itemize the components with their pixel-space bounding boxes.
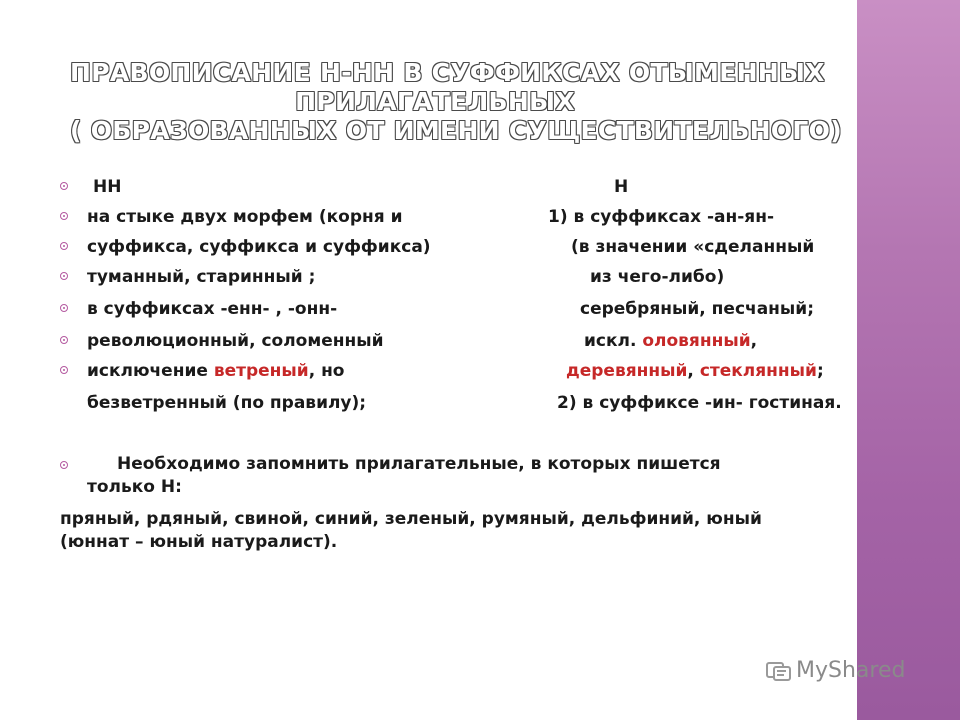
myshared-logo-icon xyxy=(766,660,792,682)
exception-word: ветреный xyxy=(213,361,309,381)
exception-suffix: , но xyxy=(308,361,345,381)
note-line-1: Необходимо запомнить прилагательные, в которых пишется xyxy=(117,454,721,474)
slide-title xyxy=(70,58,842,145)
right-row-1: 1) в суффиксах -ан-ян- xyxy=(548,207,775,227)
right-row-6 xyxy=(566,360,824,382)
left-row-1: на стыке двух морфем (корня и xyxy=(87,207,403,227)
decorative-side-band xyxy=(857,0,960,720)
separator: , xyxy=(687,361,700,381)
bullet-icon xyxy=(60,212,68,220)
right-row-2: (в значении «сделанный xyxy=(571,237,815,257)
right-row-3: из чего-либо) xyxy=(590,267,725,287)
right-row-7: 2) в суффиксе -ин- гостиная. xyxy=(557,393,842,413)
bullet-icon xyxy=(60,336,68,344)
title-line-3: ( ОБРАЗОВАННЫХ ОТ ИМЕНИ СУЩЕСТВИТЕЛЬНОГО) xyxy=(70,116,842,145)
right-row-5 xyxy=(584,330,757,352)
bullet-icon xyxy=(60,272,68,280)
note-line-2: только Н: xyxy=(87,477,182,497)
left-row-7: безветренный (по правилу); xyxy=(87,393,367,413)
exception-word: стеклянный xyxy=(699,361,817,381)
bullet-icon xyxy=(60,366,68,374)
left-row-6 xyxy=(87,360,345,382)
left-row-4: в суффиксах -енн- , -онн- xyxy=(87,299,338,319)
exception-word: деревянный xyxy=(566,361,688,381)
exception-label: исключение xyxy=(87,361,214,381)
title-line-2: ПРИЛАГАТЕЛЬНЫХ xyxy=(295,87,575,116)
left-row-5: революционный, соломенный xyxy=(87,331,384,351)
left-row-3: туманный, старинный ; xyxy=(87,267,316,287)
bullet-icon xyxy=(60,461,68,469)
bullet-icon xyxy=(60,182,68,190)
exception-word: оловянный xyxy=(642,331,751,351)
left-column-header: НН xyxy=(93,177,122,197)
left-row-2: суффикса, суффикса и суффикса) xyxy=(87,237,431,257)
note-line-3: пряный, рдяный, свиной, синий, зеленый, румяный, дельфиний, юный xyxy=(60,509,762,529)
watermark-text: MyShared xyxy=(796,658,906,683)
exception-label: искл. xyxy=(584,331,643,351)
bullet-icon xyxy=(60,304,68,312)
bullet-icon xyxy=(60,242,68,250)
right-column-header: Н xyxy=(614,177,629,197)
right-row-4: серебряный, песчаный; xyxy=(580,299,814,319)
myshared-watermark xyxy=(766,658,905,688)
punctuation: ; xyxy=(816,361,824,381)
exception-suffix: , xyxy=(750,331,758,351)
title-line-1: ПРАВОПИСАНИЕ Н-НН В СУФФИКСАХ ОТЫМЕННЫХ xyxy=(70,58,825,87)
note-line-4: (юннат – юный натуралист). xyxy=(60,532,338,552)
